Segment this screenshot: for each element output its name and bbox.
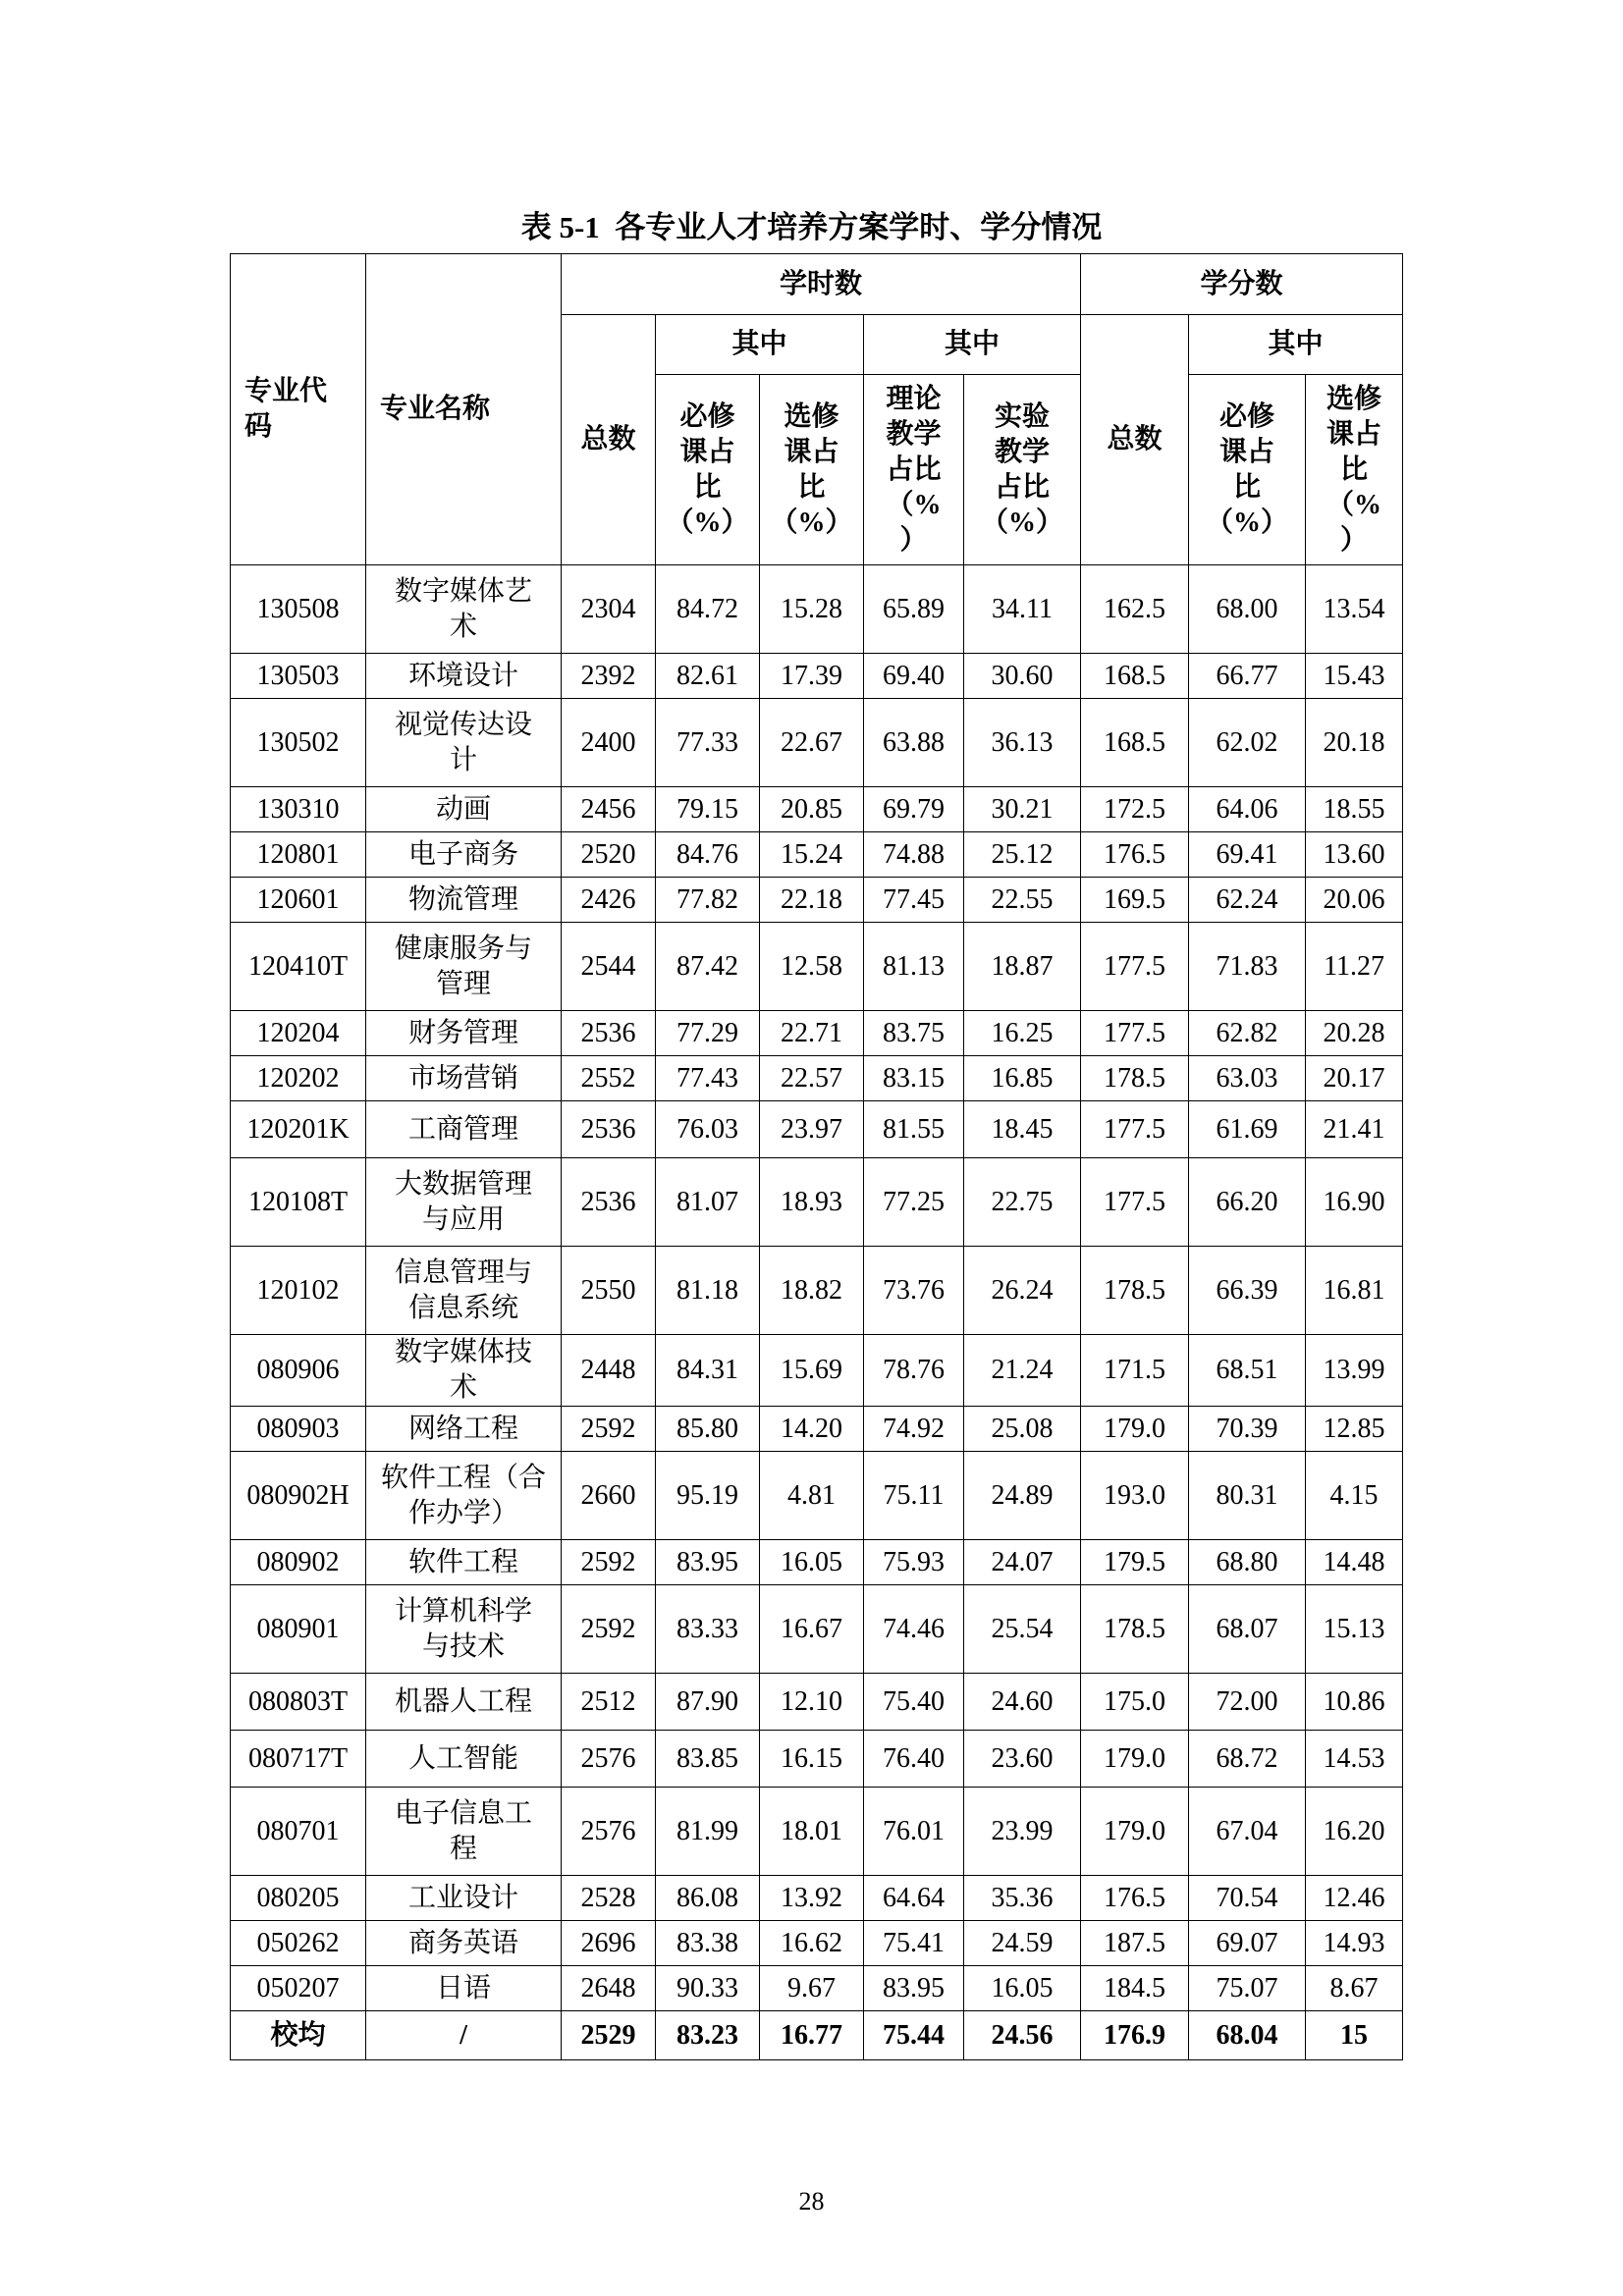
cell-hours: 2456 — [562, 787, 656, 832]
cell-hours: 2648 — [562, 1966, 656, 2011]
cell-code: 130310 — [231, 787, 366, 832]
cell-required-pct: 84.76 — [656, 832, 760, 878]
cell-credit-required-pct: 67.04 — [1189, 1788, 1306, 1876]
table-caption: 表 5-1 各专业人才培养方案学时、学分情况 — [520, 210, 1103, 244]
cell-credit-elective-pct: 18.55 — [1306, 787, 1403, 832]
header-lab-pct: 实验 教学 占比 （%） — [964, 375, 1081, 565]
cell-credit-elective-pct: 14.48 — [1306, 1540, 1403, 1585]
table-row — [231, 1788, 1403, 1876]
cell-credit-required-pct: 69.07 — [1189, 1921, 1306, 1966]
cell-name: 电子商务 — [366, 832, 562, 878]
cell-credit-elective-pct: 8.67 — [1306, 1966, 1403, 2011]
avg-cell-elective-pct: 16.77 — [760, 2011, 864, 2060]
majors-hours-credits-table — [230, 253, 1403, 2060]
cell-credit-required-pct: 62.02 — [1189, 699, 1306, 787]
cell-credits: 178.5 — [1081, 1585, 1189, 1674]
header-credit-required-pct: 必修 课占 比 （%） — [1189, 375, 1306, 565]
table-row — [231, 1056, 1403, 1101]
cell-code: 120201K — [231, 1101, 366, 1158]
cell-elective-pct: 18.93 — [760, 1158, 864, 1247]
header-credits-total: 总数 — [1081, 315, 1189, 565]
cell-hours: 2592 — [562, 1540, 656, 1585]
cell-credits: 172.5 — [1081, 787, 1189, 832]
cell-lab-pct: 30.60 — [964, 654, 1081, 699]
cell-code: 120410T — [231, 923, 366, 1011]
avg-cell-theory-pct: 75.44 — [864, 2011, 964, 2060]
cell-credit-elective-pct: 13.54 — [1306, 565, 1403, 654]
cell-theory-pct: 74.92 — [864, 1407, 964, 1452]
table-row — [231, 1011, 1403, 1056]
cell-hours: 2536 — [562, 1101, 656, 1158]
page-number: 28 — [798, 2187, 825, 2216]
cell-credit-required-pct: 62.24 — [1189, 878, 1306, 923]
cell-elective-pct: 22.57 — [760, 1056, 864, 1101]
cell-name: 信息管理与 信息系统 — [366, 1247, 562, 1335]
cell-credit-required-pct: 64.06 — [1189, 787, 1306, 832]
cell-name: 健康服务与 管理 — [366, 923, 562, 1011]
cell-required-pct: 83.85 — [656, 1731, 760, 1788]
cell-credits: 175.0 — [1081, 1674, 1189, 1731]
cell-credit-elective-pct: 11.27 — [1306, 923, 1403, 1011]
cell-credit-required-pct: 63.03 — [1189, 1056, 1306, 1101]
cell-code: 080701 — [231, 1788, 366, 1876]
cell-hours: 2544 — [562, 923, 656, 1011]
cell-lab-pct: 24.60 — [964, 1674, 1081, 1731]
cell-hours: 2592 — [562, 1407, 656, 1452]
cell-theory-pct: 81.13 — [864, 923, 964, 1011]
table-row — [231, 654, 1403, 699]
cell-elective-pct: 12.10 — [760, 1674, 864, 1731]
cell-code: 120202 — [231, 1056, 366, 1101]
cell-hours: 2528 — [562, 1876, 656, 1921]
cell-credit-elective-pct: 4.15 — [1306, 1452, 1403, 1540]
table-body — [231, 565, 1403, 2060]
cell-credits: 179.5 — [1081, 1540, 1189, 1585]
cell-credit-required-pct: 70.39 — [1189, 1407, 1306, 1452]
cell-theory-pct: 75.40 — [864, 1674, 964, 1731]
cell-lab-pct: 22.55 — [964, 878, 1081, 923]
cell-name: 电子信息工 程 — [366, 1788, 562, 1876]
table-row — [231, 1674, 1403, 1731]
cell-hours: 2536 — [562, 1011, 656, 1056]
cell-hours: 2520 — [562, 832, 656, 878]
header-hours-teaching-split: 其中 — [864, 315, 1081, 375]
cell-lab-pct: 16.85 — [964, 1056, 1081, 1101]
table-row — [231, 1101, 1403, 1158]
cell-name: 网络工程 — [366, 1407, 562, 1452]
cell-required-pct: 77.43 — [656, 1056, 760, 1101]
cell-theory-pct: 75.11 — [864, 1452, 964, 1540]
cell-elective-pct: 15.24 — [760, 832, 864, 878]
cell-credit-elective-pct: 15.13 — [1306, 1585, 1403, 1674]
cell-name: 软件工程（合 作办学） — [366, 1452, 562, 1540]
header-hours-course-split: 其中 — [656, 315, 864, 375]
cell-credit-required-pct: 62.82 — [1189, 1011, 1306, 1056]
cell-credit-required-pct: 61.69 — [1189, 1101, 1306, 1158]
cell-credits: 168.5 — [1081, 654, 1189, 699]
header-name: 专业名称 — [366, 254, 562, 565]
avg-cell-hours: 2529 — [562, 2011, 656, 2060]
cell-credit-elective-pct: 15.43 — [1306, 654, 1403, 699]
cell-code: 130503 — [231, 654, 366, 699]
avg-cell-name: / — [366, 2011, 562, 2060]
table-row — [231, 832, 1403, 878]
cell-credit-elective-pct: 20.28 — [1306, 1011, 1403, 1056]
cell-hours: 2448 — [562, 1335, 656, 1407]
cell-credit-required-pct: 66.20 — [1189, 1158, 1306, 1247]
cell-lab-pct: 24.59 — [964, 1921, 1081, 1966]
cell-code: 080901 — [231, 1585, 366, 1674]
cell-name: 大数据管理 与应用 — [366, 1158, 562, 1247]
cell-name: 日语 — [366, 1966, 562, 2011]
table-row — [231, 699, 1403, 787]
cell-code: 080903 — [231, 1407, 366, 1452]
header-hours-group: 学时数 — [562, 254, 1081, 315]
cell-name: 机器人工程 — [366, 1674, 562, 1731]
cell-theory-pct: 65.89 — [864, 565, 964, 654]
cell-credit-required-pct: 80.31 — [1189, 1452, 1306, 1540]
cell-credit-elective-pct: 12.46 — [1306, 1876, 1403, 1921]
cell-credit-required-pct: 69.41 — [1189, 832, 1306, 878]
avg-cell-code: 校均 — [231, 2011, 366, 2060]
avg-cell-required-pct: 83.23 — [656, 2011, 760, 2060]
table-row — [231, 1966, 1403, 2011]
cell-code: 120204 — [231, 1011, 366, 1056]
cell-lab-pct: 36.13 — [964, 699, 1081, 787]
cell-name: 视觉传达设 计 — [366, 699, 562, 787]
cell-required-pct: 79.15 — [656, 787, 760, 832]
cell-elective-pct: 14.20 — [760, 1407, 864, 1452]
cell-credits: 178.5 — [1081, 1247, 1189, 1335]
cell-required-pct: 82.61 — [656, 654, 760, 699]
cell-credit-elective-pct: 20.06 — [1306, 878, 1403, 923]
cell-name: 环境设计 — [366, 654, 562, 699]
cell-lab-pct: 25.08 — [964, 1407, 1081, 1452]
cell-theory-pct: 64.64 — [864, 1876, 964, 1921]
cell-lab-pct: 26.24 — [964, 1247, 1081, 1335]
cell-theory-pct: 75.41 — [864, 1921, 964, 1966]
cell-credit-elective-pct: 16.20 — [1306, 1788, 1403, 1876]
cell-credits: 162.5 — [1081, 565, 1189, 654]
header-code: 专业代 码 — [231, 254, 366, 565]
header-theory-pct: 理论 教学 占比 （% ） — [864, 375, 964, 565]
table-row — [231, 1585, 1403, 1674]
cell-lab-pct: 25.12 — [964, 832, 1081, 878]
cell-credit-required-pct: 68.80 — [1189, 1540, 1306, 1585]
cell-lab-pct: 22.75 — [964, 1158, 1081, 1247]
cell-required-pct: 84.72 — [656, 565, 760, 654]
cell-elective-pct: 16.67 — [760, 1585, 864, 1674]
cell-lab-pct: 21.24 — [964, 1335, 1081, 1407]
cell-name: 人工智能 — [366, 1731, 562, 1788]
cell-credit-elective-pct: 14.53 — [1306, 1731, 1403, 1788]
cell-name: 软件工程 — [366, 1540, 562, 1585]
avg-cell-credit-required-pct: 68.04 — [1189, 2011, 1306, 2060]
table-row — [231, 1407, 1403, 1452]
cell-theory-pct: 83.15 — [864, 1056, 964, 1101]
cell-code: 050262 — [231, 1921, 366, 1966]
cell-credit-elective-pct: 10.86 — [1306, 1674, 1403, 1731]
cell-credits: 177.5 — [1081, 1011, 1189, 1056]
cell-theory-pct: 69.40 — [864, 654, 964, 699]
header-credits-group: 学分数 — [1081, 254, 1403, 315]
cell-theory-pct: 77.45 — [864, 878, 964, 923]
cell-hours: 2552 — [562, 1056, 656, 1101]
cell-required-pct: 87.90 — [656, 1674, 760, 1731]
cell-required-pct: 77.33 — [656, 699, 760, 787]
cell-name: 物流管理 — [366, 878, 562, 923]
cell-credit-required-pct: 75.07 — [1189, 1966, 1306, 2011]
cell-theory-pct: 83.75 — [864, 1011, 964, 1056]
cell-credit-elective-pct: 12.85 — [1306, 1407, 1403, 1452]
cell-name: 市场营销 — [366, 1056, 562, 1101]
cell-credits: 169.5 — [1081, 878, 1189, 923]
cell-elective-pct: 13.92 — [760, 1876, 864, 1921]
cell-lab-pct: 23.99 — [964, 1788, 1081, 1876]
cell-lab-pct: 24.07 — [964, 1540, 1081, 1585]
cell-hours: 2660 — [562, 1452, 656, 1540]
cell-elective-pct: 22.67 — [760, 699, 864, 787]
cell-credits: 179.0 — [1081, 1788, 1189, 1876]
header-required-pct: 必修 课占 比 （%） — [656, 375, 760, 565]
cell-credit-elective-pct: 20.17 — [1306, 1056, 1403, 1101]
cell-lab-pct: 25.54 — [964, 1585, 1081, 1674]
cell-code: 130508 — [231, 565, 366, 654]
cell-required-pct: 83.95 — [656, 1540, 760, 1585]
cell-credit-required-pct: 68.51 — [1189, 1335, 1306, 1407]
cell-credits: 178.5 — [1081, 1056, 1189, 1101]
header-credits-split: 其中 — [1189, 315, 1403, 375]
cell-credit-elective-pct: 13.60 — [1306, 832, 1403, 878]
table-row — [231, 1247, 1403, 1335]
table-row — [231, 1921, 1403, 1966]
cell-code: 120108T — [231, 1158, 366, 1247]
cell-hours: 2550 — [562, 1247, 656, 1335]
cell-hours: 2576 — [562, 1731, 656, 1788]
cell-credits: 179.0 — [1081, 1407, 1189, 1452]
cell-hours: 2304 — [562, 565, 656, 654]
cell-elective-pct: 16.62 — [760, 1921, 864, 1966]
table-row — [231, 1731, 1403, 1788]
table-row — [231, 1158, 1403, 1247]
cell-required-pct: 77.29 — [656, 1011, 760, 1056]
cell-code: 130502 — [231, 699, 366, 787]
cell-credits: 187.5 — [1081, 1921, 1189, 1966]
cell-hours: 2576 — [562, 1788, 656, 1876]
cell-required-pct: 85.80 — [656, 1407, 760, 1452]
cell-required-pct: 83.38 — [656, 1921, 760, 1966]
header-elective-pct: 选修 课占 比 （%） — [760, 375, 864, 565]
cell-hours: 2426 — [562, 878, 656, 923]
table-row — [231, 565, 1403, 654]
cell-credit-required-pct: 68.07 — [1189, 1585, 1306, 1674]
table-row — [231, 1335, 1403, 1407]
cell-hours: 2592 — [562, 1585, 656, 1674]
cell-name: 计算机科学 与技术 — [366, 1585, 562, 1674]
cell-lab-pct: 18.45 — [964, 1101, 1081, 1158]
cell-credit-elective-pct: 14.93 — [1306, 1921, 1403, 1966]
cell-theory-pct: 73.76 — [864, 1247, 964, 1335]
cell-lab-pct: 18.87 — [964, 923, 1081, 1011]
cell-theory-pct: 78.76 — [864, 1335, 964, 1407]
cell-credit-elective-pct: 16.81 — [1306, 1247, 1403, 1335]
cell-elective-pct: 4.81 — [760, 1452, 864, 1540]
cell-code: 120801 — [231, 832, 366, 878]
cell-credit-elective-pct: 21.41 — [1306, 1101, 1403, 1158]
cell-lab-pct: 34.11 — [964, 565, 1081, 654]
cell-credits: 179.0 — [1081, 1731, 1189, 1788]
cell-credits: 177.5 — [1081, 1101, 1189, 1158]
cell-lab-pct: 30.21 — [964, 787, 1081, 832]
cell-name: 财务管理 — [366, 1011, 562, 1056]
cell-credits: 171.5 — [1081, 1335, 1189, 1407]
table-row — [231, 1452, 1403, 1540]
cell-elective-pct: 23.97 — [760, 1101, 864, 1158]
cell-lab-pct: 24.89 — [964, 1452, 1081, 1540]
cell-credits: 184.5 — [1081, 1966, 1189, 2011]
cell-code: 120601 — [231, 878, 366, 923]
cell-elective-pct: 15.28 — [760, 565, 864, 654]
cell-hours: 2400 — [562, 699, 656, 787]
table-row — [231, 1540, 1403, 1585]
cell-elective-pct: 22.71 — [760, 1011, 864, 1056]
cell-credits: 177.5 — [1081, 923, 1189, 1011]
cell-hours: 2512 — [562, 1674, 656, 1731]
cell-required-pct: 81.99 — [656, 1788, 760, 1876]
cell-credits: 168.5 — [1081, 699, 1189, 787]
cell-theory-pct: 63.88 — [864, 699, 964, 787]
cell-hours: 2392 — [562, 654, 656, 699]
cell-code: 120102 — [231, 1247, 366, 1335]
cell-code: 080902 — [231, 1540, 366, 1585]
cell-required-pct: 84.31 — [656, 1335, 760, 1407]
table-row — [231, 1876, 1403, 1921]
cell-theory-pct: 74.88 — [864, 832, 964, 878]
cell-elective-pct: 16.15 — [760, 1731, 864, 1788]
cell-required-pct: 90.33 — [656, 1966, 760, 2011]
cell-name: 动画 — [366, 787, 562, 832]
cell-code: 080717T — [231, 1731, 366, 1788]
cell-credit-elective-pct: 20.18 — [1306, 699, 1403, 787]
avg-cell-credits: 176.9 — [1081, 2011, 1189, 2060]
cell-name: 工商管理 — [366, 1101, 562, 1158]
cell-credits: 176.5 — [1081, 832, 1189, 878]
cell-code: 050207 — [231, 1966, 366, 2011]
cell-elective-pct: 18.82 — [760, 1247, 864, 1335]
cell-credit-required-pct: 66.39 — [1189, 1247, 1306, 1335]
cell-credit-required-pct: 68.00 — [1189, 565, 1306, 654]
cell-elective-pct: 15.69 — [760, 1335, 864, 1407]
cell-theory-pct: 76.40 — [864, 1731, 964, 1788]
cell-lab-pct: 16.05 — [964, 1966, 1081, 2011]
cell-required-pct: 87.42 — [656, 923, 760, 1011]
cell-credit-required-pct: 71.83 — [1189, 923, 1306, 1011]
cell-code: 080205 — [231, 1876, 366, 1921]
average-row — [231, 2011, 1403, 2060]
cell-credit-elective-pct: 16.90 — [1306, 1158, 1403, 1247]
cell-code: 080906 — [231, 1335, 366, 1407]
avg-cell-credit-elective-pct: 15 — [1306, 2011, 1403, 2060]
header-hours-total: 总数 — [562, 315, 656, 565]
cell-required-pct: 81.07 — [656, 1158, 760, 1247]
cell-theory-pct: 74.46 — [864, 1585, 964, 1674]
cell-elective-pct: 22.18 — [760, 878, 864, 923]
cell-theory-pct: 83.95 — [864, 1966, 964, 2011]
cell-lab-pct: 16.25 — [964, 1011, 1081, 1056]
cell-credit-required-pct: 72.00 — [1189, 1674, 1306, 1731]
cell-required-pct: 77.82 — [656, 878, 760, 923]
cell-credits: 177.5 — [1081, 1158, 1189, 1247]
cell-credit-required-pct: 68.72 — [1189, 1731, 1306, 1788]
cell-required-pct: 83.33 — [656, 1585, 760, 1674]
cell-hours: 2696 — [562, 1921, 656, 1966]
cell-theory-pct: 76.01 — [864, 1788, 964, 1876]
cell-elective-pct: 20.85 — [760, 787, 864, 832]
cell-elective-pct: 9.67 — [760, 1966, 864, 2011]
cell-elective-pct: 17.39 — [760, 654, 864, 699]
cell-credit-required-pct: 66.77 — [1189, 654, 1306, 699]
cell-credit-required-pct: 70.54 — [1189, 1876, 1306, 1921]
table-row — [231, 923, 1403, 1011]
cell-credit-elective-pct: 13.99 — [1306, 1335, 1403, 1407]
cell-theory-pct: 75.93 — [864, 1540, 964, 1585]
avg-cell-lab-pct: 24.56 — [964, 2011, 1081, 2060]
cell-credits: 193.0 — [1081, 1452, 1189, 1540]
cell-required-pct: 81.18 — [656, 1247, 760, 1335]
table-row — [231, 787, 1403, 832]
cell-name: 数字媒体艺 术 — [366, 565, 562, 654]
cell-name: 工业设计 — [366, 1876, 562, 1921]
cell-code: 080803T — [231, 1674, 366, 1731]
cell-elective-pct: 18.01 — [760, 1788, 864, 1876]
cell-theory-pct: 77.25 — [864, 1158, 964, 1247]
cell-elective-pct: 16.05 — [760, 1540, 864, 1585]
cell-theory-pct: 81.55 — [864, 1101, 964, 1158]
table-row — [231, 878, 1403, 923]
cell-required-pct: 95.19 — [656, 1452, 760, 1540]
cell-credits: 176.5 — [1081, 1876, 1189, 1921]
cell-theory-pct: 69.79 — [864, 787, 964, 832]
cell-code: 080902H — [231, 1452, 366, 1540]
cell-lab-pct: 23.60 — [964, 1731, 1081, 1788]
cell-required-pct: 86.08 — [656, 1876, 760, 1921]
cell-elective-pct: 12.58 — [760, 923, 864, 1011]
cell-name: 商务英语 — [366, 1921, 562, 1966]
cell-hours: 2536 — [562, 1158, 656, 1247]
cell-name: 数字媒体技 术 — [366, 1335, 562, 1407]
cell-lab-pct: 35.36 — [964, 1876, 1081, 1921]
cell-required-pct: 76.03 — [656, 1101, 760, 1158]
header-credit-elective-pct: 选修 课占 比 （% ） — [1306, 375, 1403, 565]
